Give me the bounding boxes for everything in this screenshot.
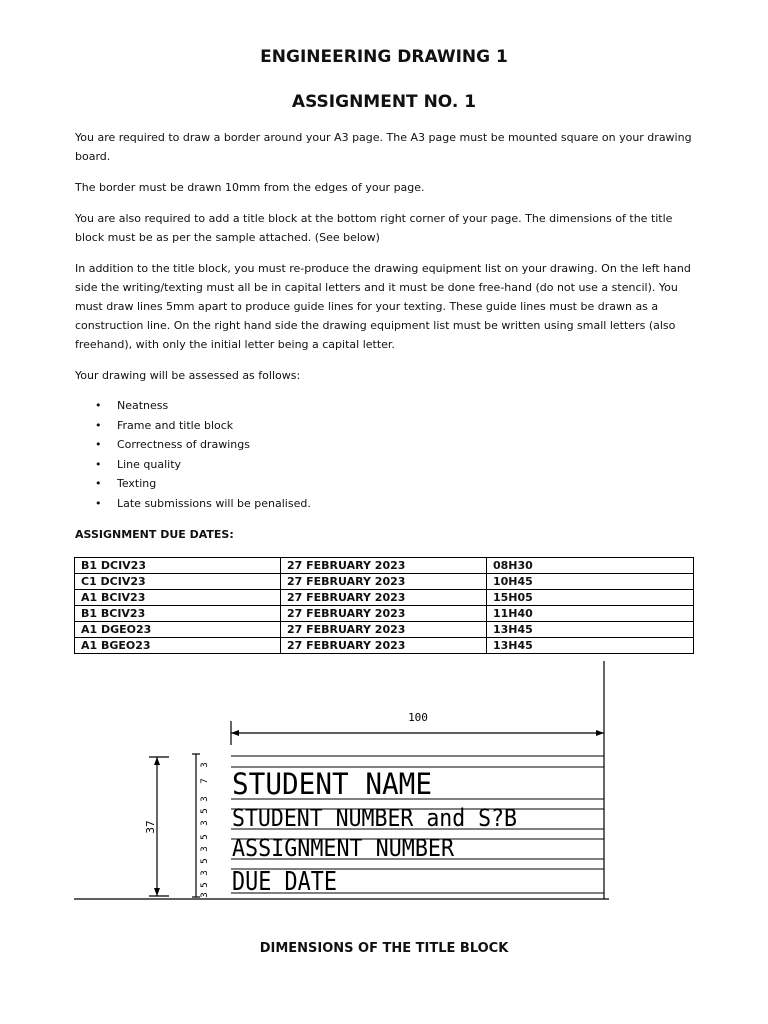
paragraph-equipment-list: In addition to the title block, you must re-produce the drawing equipment list on your drawing. On the left hand side the writing/texting must all be in capital letters and it must be done free-hand (do not use a stencil). You must draw lines 5mm apart to produce guide lines for your texting. These guide lines must be drawn as a construction line. On the right hand side the drawing equipment list must be written using small letters (also freehand), with only the initial letter being a capital letter. xyxy=(75,262,691,351)
list-item: • Neatness xyxy=(75,396,311,416)
table-cell-date: 27 FEBRUARY 2023 xyxy=(281,590,487,606)
figure-caption: DIMENSIONS OF THE TITLE BLOCK xyxy=(259,941,509,956)
table-cell-time: 13H45 xyxy=(487,622,694,638)
title-block-figure xyxy=(74,661,636,919)
assignment-number-heading: ASSIGNMENT NO. 1 xyxy=(291,92,477,112)
table-row xyxy=(75,638,694,654)
list-item: • Line quality xyxy=(75,455,311,475)
paragraph-border-distance: The border must be drawn 10mm from the edges of your page. xyxy=(75,181,425,194)
table-row xyxy=(75,590,694,606)
table-cell-date: 27 FEBRUARY 2023 xyxy=(281,558,487,574)
row-dimension-labels xyxy=(200,762,210,897)
row-dim-label: 5 xyxy=(200,834,210,840)
due-dates-table xyxy=(74,557,694,654)
document-title: ENGINEERING DRAWING 1 xyxy=(260,47,508,67)
table-cell-date: 27 FEBRUARY 2023 xyxy=(281,622,487,638)
paragraph-title-block: You are also required to add a title block at the bottom right corner of your page. The dimensions of the title block must be as per the sample attached. (See below) xyxy=(75,212,673,244)
paragraph-assessment-intro: Your drawing will be assessed as follows: xyxy=(75,369,301,382)
row-dim-label: 5 xyxy=(200,808,210,814)
row-dim-label: 5 xyxy=(200,858,210,864)
row-dim-label: 3 xyxy=(200,762,210,768)
table-cell-group: A1 BGEO23 xyxy=(75,638,281,654)
assessment-criteria-list xyxy=(75,396,311,514)
table-cell-date: 27 FEBRUARY 2023 xyxy=(281,574,487,590)
table-row xyxy=(75,574,694,590)
list-item: • Texting xyxy=(75,474,311,494)
title-block-text xyxy=(232,767,517,897)
title-block-due-date: DUE DATE xyxy=(232,867,337,897)
width-dimension-label: 100 xyxy=(408,711,428,724)
table-cell-time: 11H40 xyxy=(487,606,694,622)
table-cell-date: 27 FEBRUARY 2023 xyxy=(281,606,487,622)
table-cell-time: 15H05 xyxy=(487,590,694,606)
table-cell-group: C1 DCIV23 xyxy=(75,574,281,590)
row-dim-label: 3 xyxy=(200,892,210,898)
table-cell-date: 27 FEBRUARY 2023 xyxy=(281,638,487,654)
list-item: • Correctness of drawings xyxy=(75,435,311,455)
row-dim-label: 3 xyxy=(200,796,210,802)
table-cell-group: B1 DCIV23 xyxy=(75,558,281,574)
table-row xyxy=(75,622,694,638)
table-cell-group: B1 BCIV23 xyxy=(75,606,281,622)
title-block-student-number: STUDENT NUMBER and S?B xyxy=(232,804,517,832)
row-dim-label: 3 xyxy=(200,820,210,826)
row-dim-label: 3 xyxy=(200,870,210,876)
due-dates-heading: ASSIGNMENT DUE DATES: xyxy=(75,528,234,541)
paragraph-border-instruction: You are required to draw a border around your A3 page. The A3 page must be mounted square on your drawing board. xyxy=(75,131,692,163)
row-dim-label: 3 xyxy=(200,846,210,852)
table-cell-group: A1 BCIV23 xyxy=(75,590,281,606)
table-row xyxy=(75,606,694,622)
table-row xyxy=(75,558,694,574)
table-cell-group: A1 DGEO23 xyxy=(75,622,281,638)
table-cell-time: 08H30 xyxy=(487,558,694,574)
table-cell-time: 10H45 xyxy=(487,574,694,590)
list-item: • Late submissions will be penalised. xyxy=(75,494,311,514)
height-dimension-label: 37 xyxy=(144,820,157,834)
table-cell-time: 13H45 xyxy=(487,638,694,654)
title-block-assignment-number: ASSIGNMENT NUMBER xyxy=(232,834,455,862)
row-dim-label: 7 xyxy=(200,778,210,784)
list-item: • Frame and title block xyxy=(75,416,311,436)
row-dim-label: 5 xyxy=(200,882,210,888)
title-block-student-name: STUDENT NAME xyxy=(232,767,432,801)
